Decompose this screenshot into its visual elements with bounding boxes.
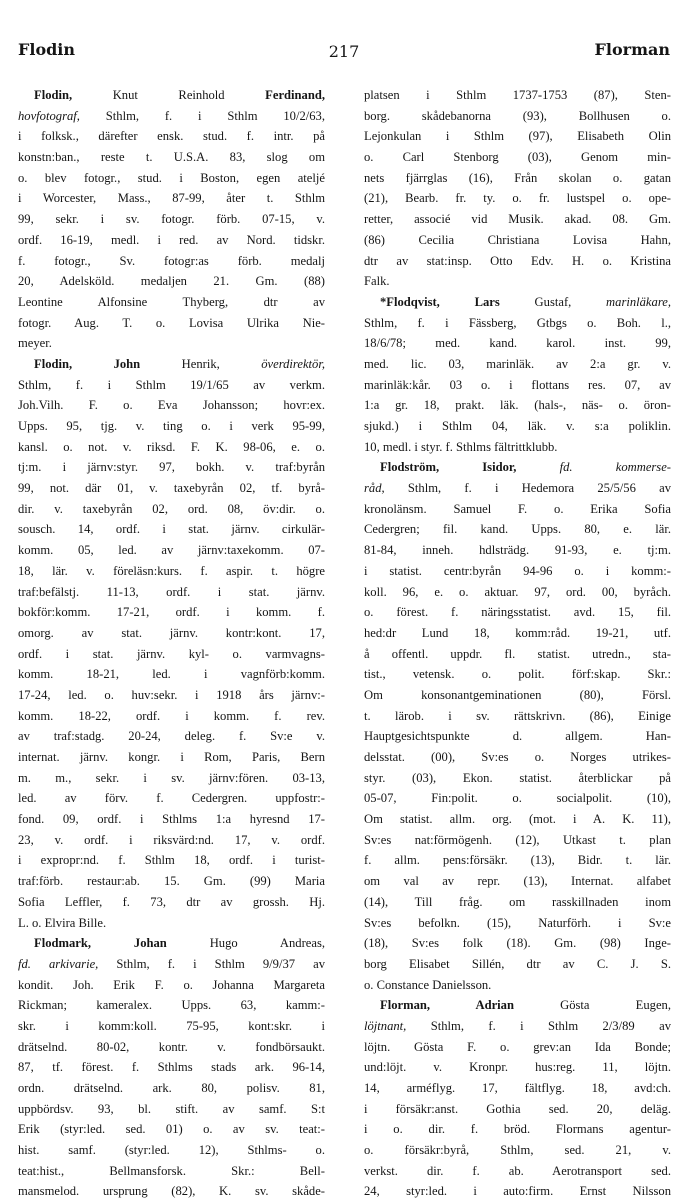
text-line — [18, 871, 325, 892]
text-line — [18, 768, 325, 789]
entry-text: fond. 09, ordf. i Sthlms 1:a hyresnd 17- — [18, 812, 325, 827]
entry-text: meyer. — [18, 336, 52, 351]
text-line — [18, 602, 325, 623]
entry-text: o. Carl Stenborg (03), Genom min- — [364, 150, 671, 165]
text-line — [364, 768, 671, 789]
entry-text: styr. (03), Ekon. statist. återblickar på — [364, 770, 671, 785]
entry-text: sousch. 14, ordf. i stat. järnv. cirkulär- — [18, 522, 325, 537]
text-line — [18, 375, 325, 396]
text-line — [364, 685, 671, 706]
entry-text: traf:förb. restaur:ab. 15. Gm. (99) Maria — [18, 874, 325, 889]
entry-text: t. lärob. i sv. rättskrivn. (86), Einige — [364, 708, 671, 723]
text-line — [18, 540, 325, 561]
entry-text: Erik (styr:led. sed. 01) o. av sv. teat:- — [18, 1122, 325, 1137]
text-line — [364, 375, 671, 396]
entry-title: löjtnant, — [364, 1018, 407, 1033]
text-line — [364, 913, 671, 934]
entry-title: fd. arkivarie, — [18, 956, 99, 971]
entry-text: verkst. dir. f. ab. Aerotransport sed. — [364, 1163, 671, 1178]
text-line — [364, 1119, 671, 1140]
entry-title: råd, — [364, 481, 385, 496]
text-line — [18, 582, 325, 603]
text-line — [18, 437, 325, 458]
entry-text: (86) Cecilia Christiana Lovisa Hahn, — [364, 232, 671, 247]
text-line — [364, 1140, 671, 1161]
entry-text: med. lic. 03, marinläk. av 2:a gr. v. — [364, 356, 671, 371]
text-line — [18, 1099, 325, 1120]
entry-text: Henrik, — [140, 356, 262, 371]
entry-start-line — [18, 354, 325, 375]
entry-text: dtr av stat:insp. Otto Edv. H. o. Kristina — [364, 253, 671, 268]
text-line — [18, 913, 325, 934]
text-line — [18, 230, 325, 251]
entry-text: o. Constance Danielsson. — [364, 977, 492, 992]
entry-name: Ferdinand, — [265, 88, 325, 102]
entry-text: borg Elisabet Sillén, dtr av C. J. S. — [364, 956, 671, 971]
entry-text: Sthlm, f. i Sthlm 9/9/37 av — [98, 956, 325, 971]
text-line — [364, 892, 671, 913]
text-line — [18, 478, 325, 499]
text-line — [364, 188, 671, 209]
text-line — [18, 147, 325, 168]
text-line — [364, 354, 671, 375]
entry-start-line — [364, 995, 671, 1016]
text-line — [364, 975, 671, 996]
entry-text: 1:a gr. 18, prakt. läk. (hals-, näs- o. öron- — [364, 398, 671, 413]
text-line — [364, 85, 671, 106]
text-line — [364, 582, 671, 603]
entry-text: bokför:komm. 17-21, ordf. i komm. f. — [18, 605, 325, 620]
text-line — [18, 809, 325, 830]
entry-text: skr. i komm:koll. 75-95, kont:skr. i — [18, 1018, 325, 1033]
text-line — [364, 147, 671, 168]
entry-title: hovfotograf, — [18, 108, 80, 123]
entry-text: komm. 05, led. av järnv:taxekomm. 07- — [18, 543, 325, 558]
entry-text: 81-84, inneh. hdlsträdg. 91-93, e. tj:m. — [364, 543, 671, 558]
text-line — [18, 209, 325, 230]
text-line — [18, 457, 325, 478]
text-line — [18, 1016, 325, 1037]
entry-text: Sthlm, f. i Sthlm 2/3/89 av — [406, 1018, 671, 1033]
text-line — [18, 106, 325, 127]
entry-text: o. blev fotogr., stud. i Boston, egen ateljé — [18, 170, 325, 185]
text-line — [364, 271, 671, 292]
text-line — [364, 313, 671, 334]
text-line — [364, 1057, 671, 1078]
text-line — [364, 478, 671, 499]
entry-text: Lejonkulan i Sthlm (97), Elisabeth Olin — [364, 129, 671, 144]
text-line — [364, 809, 671, 830]
entry-text: löjtn. Gösta F. o. grev:an Ida Bonde; — [364, 1039, 671, 1054]
entry-text: i försäkr:anst. Gothia sed. 20, deläg. — [364, 1101, 671, 1116]
text-line — [18, 1037, 325, 1058]
entry-text: Hugo Andreas, — [166, 936, 325, 951]
entry-title: marinläkare, — [606, 294, 671, 309]
entry-text: kondit. Joh. Erik F. o. Johanna Margareta — [18, 977, 325, 992]
entry-text: o. försäkr:byrå, Sthlm, sed. 21, v. — [364, 1143, 671, 1158]
entry-text: i folksk., därefter ensk. stud. f. intr. på — [18, 129, 325, 144]
entry-text: sjukd.) i Sthlm 04, läk. v. s:a poliklin. — [364, 419, 671, 433]
entry-text: delsstat. (00), Sv:es o. Norges utrikes- — [364, 750, 671, 764]
text-line — [18, 168, 325, 189]
entry-title: fd. kommerse- — [559, 460, 671, 475]
entry-text: Sthlm, f. i Sthlm 10/2/63, — [79, 108, 325, 123]
text-line — [364, 706, 671, 727]
text-line — [18, 644, 325, 665]
text-line — [18, 126, 325, 147]
text-line — [364, 830, 671, 851]
entry-text: Sthlm, f. i Fässberg, Gtbgs o. Boh. l., — [364, 315, 671, 330]
entry-text: 14, arméflyg. 17, fältflyg. 18, avd:ch. — [364, 1081, 671, 1095]
entry-text: 24, styr:led. i auto:firm. Ernst Nilsson — [364, 1184, 671, 1199]
text-line — [18, 561, 325, 582]
entry-text: konstn:ban., reste t. U.S.A. 83, slog om — [18, 150, 325, 165]
entry-text: 20, Adelsköld. medaljen 21. Gm. (88) — [18, 274, 325, 289]
entry-name: *Flodqvist, Lars — [380, 294, 500, 309]
text-line — [364, 747, 671, 768]
text-line — [364, 954, 671, 975]
text-line — [18, 333, 325, 354]
entry-text: kronolänsm. Samuel F. o. Erika Sofia — [364, 501, 671, 516]
entry-text: ordf. 16-19, medl. i red. av Nord. tidskr. — [18, 232, 325, 247]
entry-text: i o. dir. f. bröd. Flormans agentur- — [364, 1122, 671, 1137]
entry-text: borg. skådebanorna (93), Bollhusen o. — [364, 108, 671, 123]
text-line — [18, 1057, 325, 1078]
text-line — [18, 292, 325, 313]
entry-text: ordn. drätselnd. ark. 80, polisv. 81, — [18, 1081, 325, 1095]
text-line — [364, 519, 671, 540]
entry-text: 18/6/78; med. kand. karol. inst. 99, — [364, 336, 671, 351]
entry-text: Upps. 95, tjg. v. ting o. i verk 95-99, — [18, 419, 325, 433]
text-line — [364, 395, 671, 416]
text-line — [18, 1181, 325, 1202]
entry-text: Hauptgesichtspunkte d. allgem. Han- — [364, 729, 671, 744]
text-line — [364, 561, 671, 582]
entry-text: å offentl. uppdr. fl. statist. utredn., sta- — [364, 646, 671, 661]
text-line — [18, 188, 325, 209]
text-line — [18, 1140, 325, 1161]
text-line — [364, 1099, 671, 1120]
entry-start-line — [18, 85, 325, 106]
entry-text: f. fotogr., Sv. fotogr:as förb. medalj — [18, 253, 325, 268]
text-line — [364, 1161, 671, 1182]
entry-text: koll. 96, e. o. aktuar. 97, ord. 00, byråch. — [364, 584, 671, 599]
text-line — [364, 437, 671, 458]
text-line — [364, 623, 671, 644]
entry-text: (14), Till fråg. om rasskillnaden inom — [364, 894, 671, 909]
entry-text: 23, v. ordf. i riksvärd:nd. 17, v. ordf. — [18, 832, 325, 847]
text-line — [364, 168, 671, 189]
entry-text: i Worcester, Mass., 87-99, åter t. Sthlm — [18, 191, 325, 206]
entry-text: Rickman; kameralex. Upps. 63, kamm:- — [18, 998, 325, 1013]
entry-text: f. allm. pens:försäkr. (13), Bidr. t. lär. — [364, 853, 671, 868]
text-line — [18, 1078, 325, 1099]
entry-text: drätselnd. 80-02, kontr. v. fondbörsaukt. — [18, 1039, 325, 1054]
text-line — [364, 933, 671, 954]
text-line — [364, 850, 671, 871]
entry-text: omorg. av stat. järnv. kontr:kont. 17, — [18, 625, 325, 640]
text-line — [18, 416, 325, 437]
entry-text: nets fjärrglas (16), Från skolan o. gatan — [364, 170, 671, 185]
entry-text: 17-24, led. o. huv:sekr. i 1918 års järnv:- — [18, 687, 325, 702]
text-line — [364, 251, 671, 272]
text-line — [18, 685, 325, 706]
text-line — [364, 106, 671, 127]
text-line — [18, 251, 325, 272]
entry-text: Sthlm, f. i Sthlm 19/1/65 av verkm. — [18, 377, 325, 392]
entry-text: uppbördsv. 93, bl. stift. av samf. S:t — [18, 1101, 325, 1116]
text-line — [18, 995, 325, 1016]
text-line — [364, 230, 671, 251]
entry-text: Sv:es nat:förmögenh. (12), Utkast t. plan — [364, 832, 671, 847]
text-line — [18, 313, 325, 334]
entry-text: 87, tf. förest. f. Sthlms stads ark. 96-14, — [18, 1060, 325, 1075]
text-line — [18, 1119, 325, 1140]
text-line — [364, 126, 671, 147]
entry-name: Florman, Adrian — [380, 998, 514, 1013]
entry-text: 10, medl. i styr. f. Sthlms fältrittklubb. — [364, 439, 558, 454]
text-line — [364, 1078, 671, 1099]
entry-text: mansmelod. ursprung (82), K. sv. skåde- — [18, 1184, 325, 1199]
entry-text: led. av förv. f. Cedergren. uppfostr:- — [18, 791, 325, 806]
entry-text: L. o. Elvira Bille. — [18, 915, 107, 930]
entry-text: Cedergren; fil. kand. Upps. 80, e. lär. — [364, 522, 671, 537]
header-left-guide-word: Flodin — [18, 40, 76, 59]
text-line — [364, 871, 671, 892]
entry-text: Knut Reinhold — [72, 88, 266, 102]
text-line — [364, 1181, 671, 1202]
entry-text: und:löjt. v. Kronpr. hus:reg. 11, löjtn. — [364, 1060, 671, 1075]
entry-text: (18), Sv:es folk (18). Gm. (98) Inge- — [364, 936, 671, 951]
text-line — [18, 519, 325, 540]
text-line — [364, 333, 671, 354]
text-line — [18, 830, 325, 851]
text-line — [364, 788, 671, 809]
text-line — [18, 1161, 325, 1182]
entry-text: Gustaf, — [499, 294, 607, 309]
page-number: 217 — [328, 42, 360, 61]
entry-text: komm. 18-22, ordf. i komm. f. rev. — [18, 708, 325, 723]
text-line — [18, 395, 325, 416]
text-line — [18, 892, 325, 913]
entry-title: överdirektör, — [261, 356, 325, 371]
entry-text: ordf. i stat. järnv. kyl- o. varmvagns- — [18, 646, 325, 661]
entry-name: Flodin, John — [34, 356, 141, 371]
entry-text: Leontine Alfonsine Thyberg, dtr av — [18, 294, 325, 309]
text-line — [18, 788, 325, 809]
entry-text: dir. v. taxebyrån 02, ord. 08, öv:dir. o. — [18, 501, 325, 516]
text-line — [364, 1037, 671, 1058]
entry-text: teat:hist., Bellmansforsk. Skr.: Bell- — [18, 1163, 325, 1178]
entry-name: Flodin, — [34, 88, 73, 102]
entry-text — [516, 460, 559, 474]
entry-text: platsen i Sthlm 1737-1753 (87), Sten- — [364, 88, 671, 102]
text-line — [364, 540, 671, 561]
page-header — [18, 40, 670, 70]
entry-text: marinläk:kår. 03 o. i flottans res. 07, av — [364, 377, 671, 392]
entry-text: internat. järnv. kongr. i Rom, Paris, Bern — [18, 750, 325, 764]
entry-text: fotogr. Aug. T. o. Lovisa Ulrika Nie- — [18, 315, 325, 330]
text-line — [364, 499, 671, 520]
text-line — [18, 664, 325, 685]
left-column — [18, 85, 325, 1202]
entry-start-line — [18, 933, 325, 954]
entry-text: (21), Bearb. fr. ty. o. fr. lustspel o. ope- — [364, 191, 671, 206]
entry-text: 99, not. där 01, v. taxebyrån 02, tf. byrå- — [18, 481, 325, 496]
entry-text: kansl. o. not. v. riksd. F. K. 98-06, e. o. — [18, 439, 325, 454]
entry-text: Sthlm, f. i Hedemora 25/5/56 av — [384, 481, 671, 496]
entry-text: komm. 18-21, led. i vagnförb:komm. — [18, 667, 325, 682]
entry-text: m. m., sekr. i sv. järnv:fören. 03-13, — [18, 770, 325, 785]
text-line — [18, 271, 325, 292]
text-line — [364, 209, 671, 230]
entry-start-line — [364, 457, 671, 478]
text-line — [18, 623, 325, 644]
text-line — [364, 644, 671, 665]
entry-text: om val av repr. (13), Internat. alfabet — [364, 874, 671, 889]
text-line — [18, 726, 325, 747]
text-line — [18, 499, 325, 520]
entry-text: 05-07, Fin:polit. o. socialpolit. (10), — [364, 791, 671, 806]
text-line — [364, 602, 671, 623]
header-right-guide-word: Florman — [594, 40, 670, 59]
entry-text: Om konsonantgeminationen (80), Försl. — [364, 687, 671, 702]
entry-text: Joh.Vilh. F. o. Eva Johansson; hovr:ex. — [18, 398, 325, 413]
entry-text: hist. samf. (styr:led. 12), Sthlms- o. — [18, 1143, 325, 1158]
entry-text: 99, sekr. i sv. fotogr. förb. 07-15, v. — [18, 212, 325, 227]
entry-start-line — [364, 292, 671, 313]
entry-name: Flodström, Isidor, — [380, 460, 517, 475]
entry-text: Sv:es befolkn. (15), Naturförh. i Sv:e — [364, 915, 671, 930]
text-line — [364, 416, 671, 437]
entry-text: o. förest. f. näringsstatist. avd. 15, fil. — [364, 605, 671, 620]
entry-text: i statist. centr:byrån 94-96 o. i komm:- — [364, 563, 671, 578]
text-line — [364, 726, 671, 747]
text-line — [18, 706, 325, 727]
entry-text: hed:dr Lund 18, komm:råd. 19-21, utf. — [364, 625, 671, 640]
entry-text: tist., vetensk. o. polit. förf:skap. Skr.: — [364, 667, 671, 682]
entry-text: tj:m. i järnv:styr. 97, bokh. v. traf:byrån — [18, 460, 325, 475]
entry-text: retter, associé vid Musik. akad. 08. Gm. — [364, 212, 671, 227]
entry-text: Gösta Eugen, — [513, 998, 671, 1013]
text-line — [18, 747, 325, 768]
entry-text: Falk. — [364, 274, 390, 289]
entry-text: Om statist. allm. org. (mot. i A. K. 11), — [364, 812, 671, 827]
entry-name: Flodmark, Johan — [34, 936, 167, 951]
entry-text: av traf:stadg. 20-24, deleg. f. Sv:e v. — [18, 729, 325, 744]
text-line — [364, 664, 671, 685]
text-line — [364, 1016, 671, 1037]
entry-text: 18, lär. v. föreläsn:kurs. f. aspir. t. högre — [18, 563, 325, 578]
text-line — [18, 954, 325, 975]
entry-text: traf:befälstj. 11-13, ordf. i stat. järnv. — [18, 584, 325, 599]
right-column — [364, 85, 671, 1202]
text-line — [18, 850, 325, 871]
entry-text: i expropr:nd. f. Sthlm 18, ordf. i turist- — [18, 853, 325, 868]
text-line — [18, 975, 325, 996]
entry-text: Sofia Leffler, f. 73, dtr av grossh. Hj. — [18, 894, 325, 909]
